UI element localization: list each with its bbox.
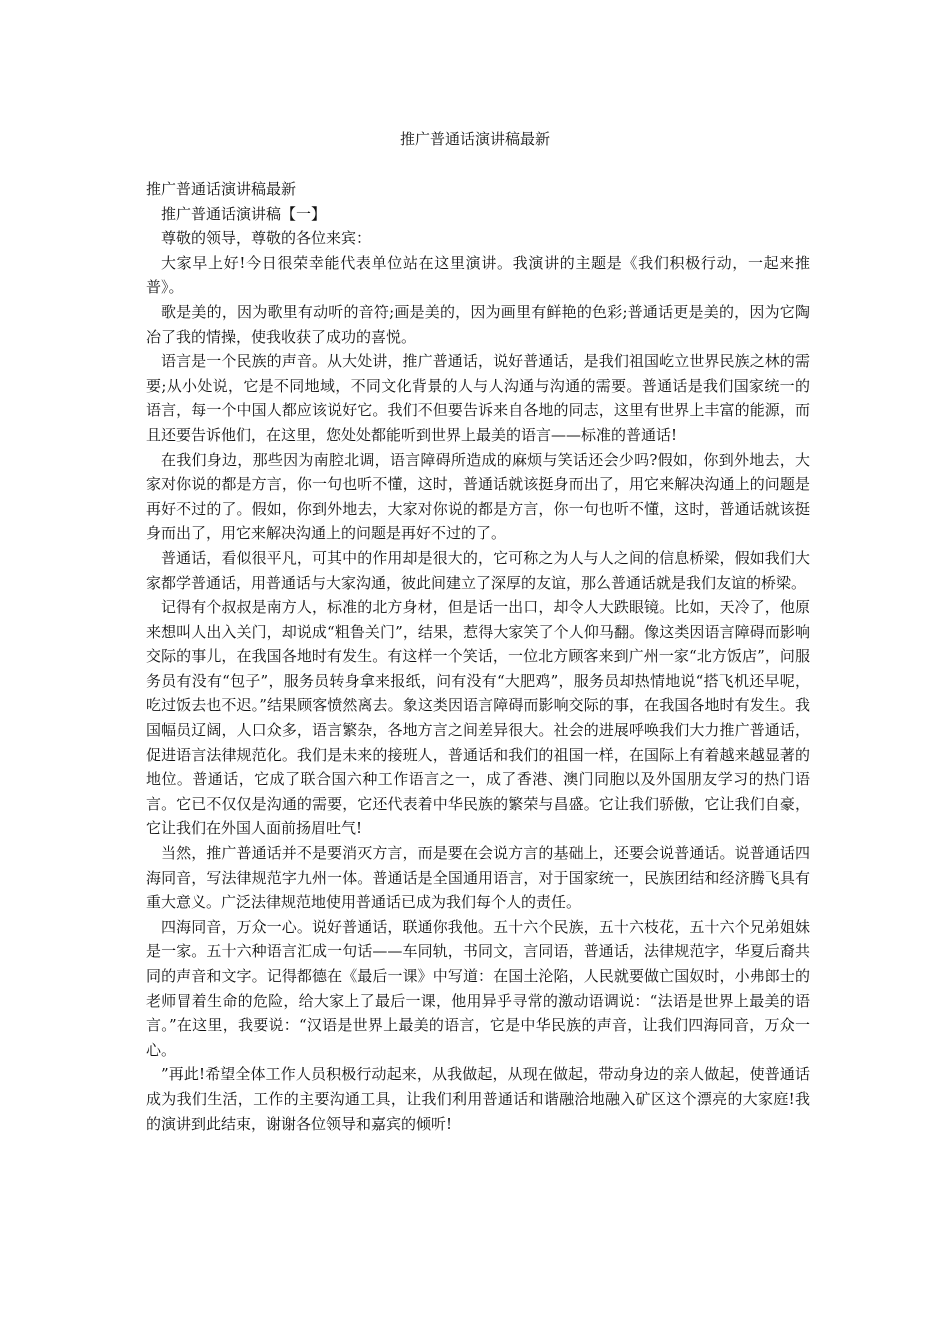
paragraph: ”再此!希望全体工作人员积极行动起来，从我做起，从现在做起，带动身边的亲人做起，使普通话成为我们生活，工作的主要沟通工具，让我们利用普通话和谐融洽地融入矿区这个漂亮的大家庭!我的演讲到此结束，谢谢各位领导和嘉宾的倾听! <box>146 1065 810 1133</box>
document-body <box>146 177 810 1136</box>
paragraph: 当然，推广普通话并不是要消灭方言，而是要在会说方言的基础上，还要会说普通话。说普通话四海同音，写法律规范字九州一体。普通话是全国通用语言，对于国家统一，民族团结和经济腾飞具有重大意义。广泛法律规范地使用普通话已成为我们每个人的责任。 <box>146 844 810 912</box>
paragraph: 歌是美的，因为歌里有动听的音符;画是美的，因为画里有鲜艳的色彩;普通话更是美的，因为它陶冶了我的情操，使我收获了成功的喜悦。 <box>146 302 810 346</box>
document-subheading: 推广普通话演讲稿【一】 <box>161 204 327 223</box>
paragraph: 语言是一个民族的声音。从大处讲，推广普通话，说好普通话，是我们祖国屹立世界民族之林的需要;从小处说，它是不同地域，不同文化背景的人与人沟通与沟通的需要。普通话是我们国家统一的语言，每一个中国人都应该说好它。我们不但要告诉来自各地的同志，这里有世界上丰富的能源，而且还要告诉他们，在这里，您处处都能听到世界上最美的语言——标准的普通话! <box>146 352 810 444</box>
document-title: 推广普通话演讲稿最新 <box>399 130 550 148</box>
paragraph: 记得有个叔叔是南方人，标准的北方身材，但是话一出口，却令人大跌眼镜。比如，天冷了，他原来想叫人出入关门，却说成“粗鲁关门”，结果，惹得大家笑了个人仰马翻。像这类因语言障碍而影响交际的事儿，在我国各地时有发生。有这样一个笑话，一位北方顾客来到广州一家“北方饭店”，问服务员有没有“包子”，服务员转身拿来报纸，问有没有“大肥鸡”，服务员却热情地说“搭飞机还早呢，吃过饭去也不迟。”结果顾客愤然离去。象这类因语言障碍而影响交际的事，在我国各地时有发生。我国幅员辽阔，人口众多，语言繁杂，各地方言之间差异很大。社会的进展呼唤我们大力推广普通话，促进语言法律规范化。我们是未来的接班人，普通话和我们的祖国一样，在国际上有着越来越显著的地位。普通话，它成了联合国六种工作语言之一，成了香港、澳门同胞以及外国朋友学习的热门语言。它已不仅仅是沟通的需要，它还代表着中华民族的繁荣与昌盛。它让我们骄傲，它让我们自豪，它让我们在外国人面前扬眉吐气! <box>146 598 810 838</box>
paragraph: 大家早上好!今日很荣幸能代表单位站在这里演讲。我演讲的主题是《我们积极行动，一起来推普》。 <box>146 253 810 297</box>
paragraph: 四海同音，万众一心。说好普通话，联通你我他。五十六个民族，五十六枝花，五十六个兄弟姐妹是一家。五十六种语言汇成一句话——车同轨，书同文，言同语，普通话，法律规范字，华夏后裔共同的声音和文字。记得都德在《最后一课》中写道：在国土沦陷，人民就要做亡国奴时，小弗郎士的老师冒着生命的危险，给大家上了最后一课，他用异乎寻常的激动语调说：“法语是世界上最美的语言。”在这里，我要说：“汉语是世界上最美的语言，它是中华民族的声音，让我们四海同音，万众一心。 <box>146 917 810 1059</box>
paragraph: 在我们身边，那些因为南腔北调，语言障碍所造成的麻烦与笑话还会少吗?假如，你到外地去，大家对你说的都是方言，你一句也听不懂，这时，普通话就该挺身而出了，用它来解决沟通上的问题是再好不过的了。假如，你到外地去，大家对你说的都是方言，你一句也听不懂，这时，普通话就该挺身而出了，用它来解决沟通上的问题是再好不过的了。 <box>146 450 810 543</box>
greeting: 尊敬的领导，尊敬的各位来宾： <box>161 229 372 248</box>
paragraph: 普通话，看似很平凡，可其中的作用却是很大的，它可称之为人与人之间的信息桥梁，假如我们大家都学普通话，用普通话与大家沟通，彼此间建立了深厚的友谊，那么普通话就是我们友谊的桥梁。 <box>146 548 810 592</box>
document-heading: 推广普通话演讲稿最新 <box>146 180 297 198</box>
